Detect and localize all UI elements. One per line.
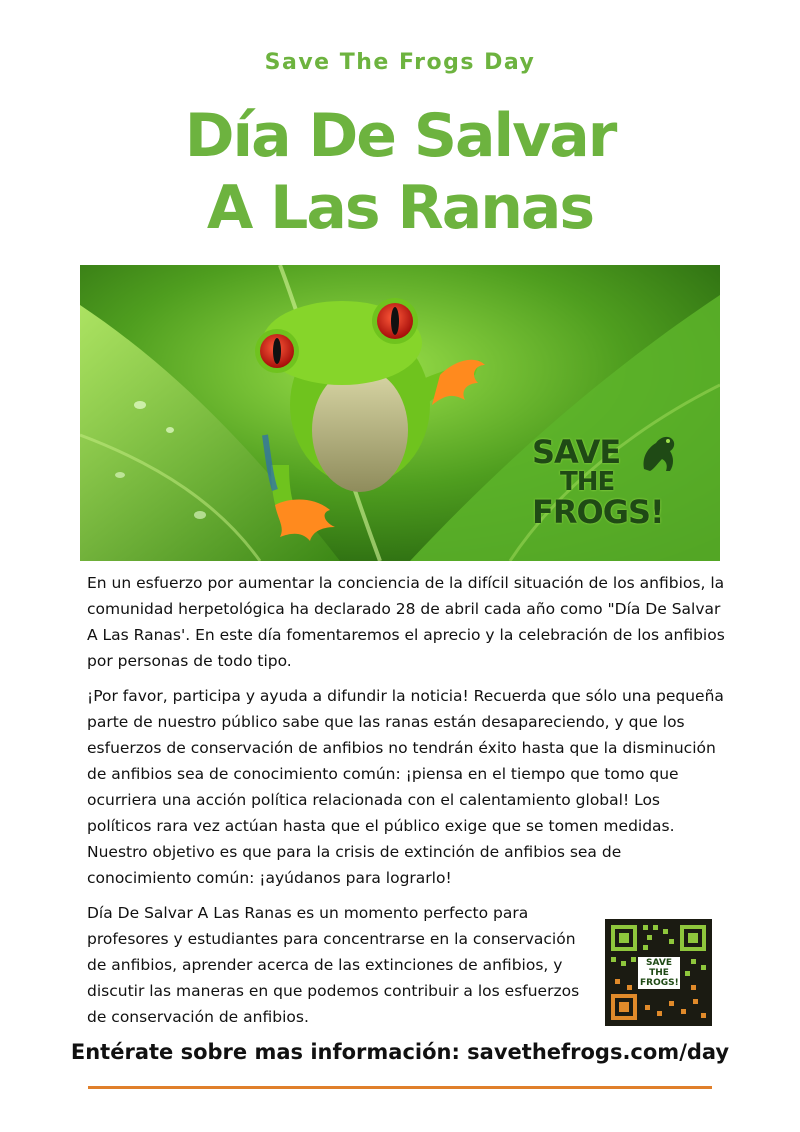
- logo-line-the: THE: [560, 467, 615, 497]
- save-the-frogs-logo: [532, 433, 692, 531]
- poster-title-line2: A Las Ranas: [206, 173, 594, 243]
- paragraph-education: Día De Salvar A Las Ranas es un momento perfecto para profesores y estudiantes para concentrarse en la conservación de anfibios, aprender acerca de las extinciones de anfibios, y discutir las maneras en que podemos contribuir a los esfuerzos de conservación de anfibios.: [87, 904, 580, 1026]
- poster-title: [0, 100, 800, 244]
- more-info-link[interactable]: Entérate sobre mas información: savethefrogs.com/day: [70, 1040, 730, 1064]
- footer-divider: [88, 1086, 712, 1089]
- qr-logo-line-the: THE: [649, 968, 669, 978]
- qr-code[interactable]: [605, 919, 712, 1026]
- logo-line-save: SAVE: [532, 433, 621, 471]
- poster-title-line1: Día De Salvar: [184, 101, 616, 171]
- logo-line-frogs: FROGS!: [532, 493, 664, 531]
- frog-silhouette-icon: [636, 431, 682, 477]
- paragraph-intro: En un esfuerzo por aumentar la conciencia de la difícil situación de los anfibios, la comunidad herpetológica ha declarado 28 de abril cada año como "Día De Salvar A Las Ranas'. En este día fomentaremos el aprecio y la celebración de los anfibios por personas de todo tipo.: [87, 574, 725, 670]
- hero-frog-photo: [80, 265, 720, 561]
- qr-logo-line-frogs: FROGS!: [640, 978, 679, 988]
- paragraph-call-to-action: ¡Por favor, participa y ayuda a difundir la noticia! Recuerda que sólo una pequeña parte de nuestro público sabe que las ranas están desapareciendo, y que los esfuerzos de conservación de anfibios no tendrán éxito hasta que la disminución de anfibios sea de conocimiento común: ¡piensa en el tiempo que tomo que ocurriera una acción política relacionada con el calentamiento global! Los políticos rara vez actúan hasta que el público exige que se tomen medidas. Nuestro objetivo es que para la crisis de extinción de anfibios sea de conocimiento común: ¡ayúdanos para lograrlo!: [87, 687, 724, 887]
- qr-logo-line-save: SAVE: [646, 958, 672, 968]
- poster-subtitle: Save The Frogs Day: [264, 50, 536, 75]
- qr-center-logo: [640, 958, 678, 988]
